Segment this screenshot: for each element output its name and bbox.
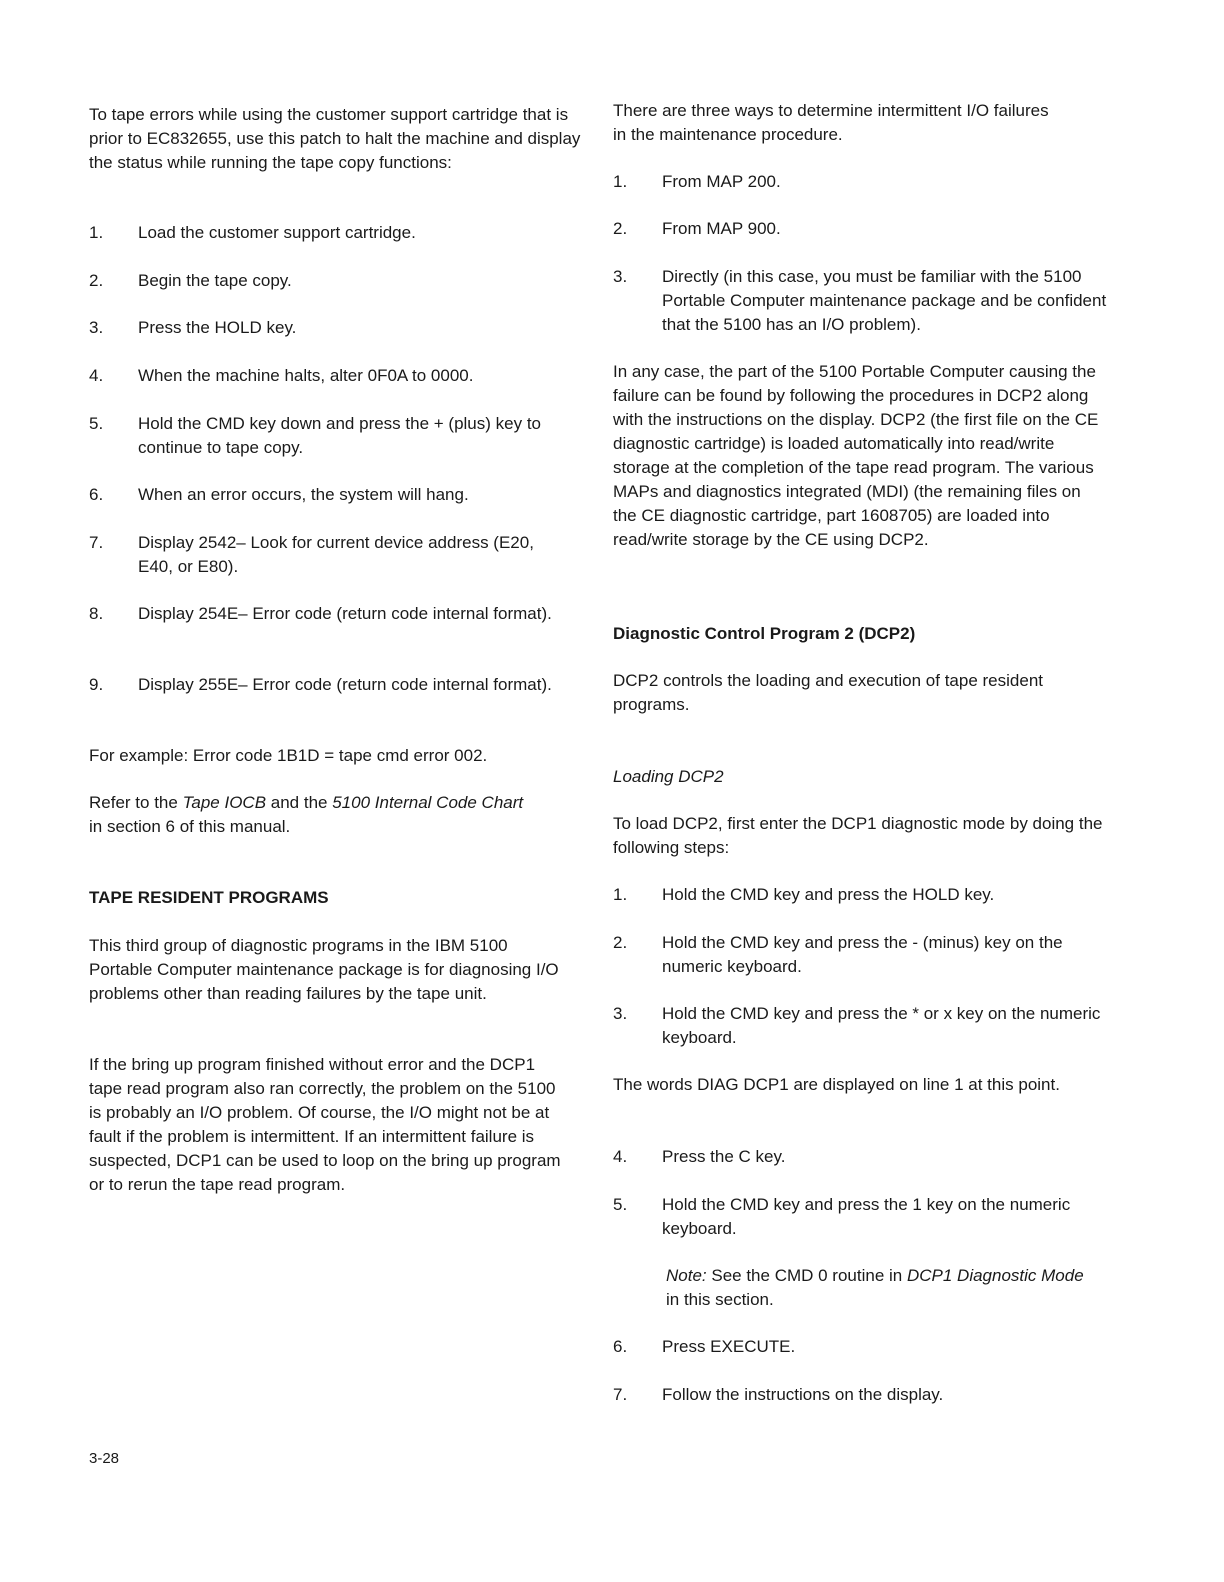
refer-tape-iocb: Tape IOCB (182, 793, 267, 812)
right-step-4 (613, 1145, 1113, 1169)
left-step-2 (89, 269, 589, 293)
left-step-3 (89, 316, 589, 340)
step-number: 1. (613, 885, 628, 904)
note-dcp1-diagnostic-mode: DCP1 Diagnostic Mode (906, 1266, 1084, 1285)
way-number: 3. (613, 267, 628, 286)
step-text: Load the customer support cartridge. (138, 223, 416, 242)
step-number: 6. (89, 485, 104, 504)
step-text: Hold the CMD key and press the 1 key on the numeric keyboard. (662, 1195, 1071, 1238)
refer-internal-code-chart: 5100 Internal Code Chart (332, 793, 524, 812)
step-number: 7. (613, 1385, 628, 1404)
left-para-1: This third group of diagnostic programs in the IBM 5100 Portable Computer maintenance package is for diagnosing I/O problems other than reading failures by the tape unit. (89, 936, 559, 1003)
left-example: For example: Error code 1B1D = tape cmd error 002. (89, 746, 488, 765)
refer-text-1: Refer to the (89, 793, 183, 812)
right-para-4: The words DIAG DCP1 are displayed on line 1 at this point. (613, 1075, 1060, 1094)
step-number: 1. (89, 223, 104, 242)
right-para-2: DCP2 controls the loading and execution of tape resident programs. (613, 671, 1043, 714)
left-section-heading: TAPE RESIDENT PROGRAMS (89, 888, 329, 907)
step-number: 8. (89, 604, 104, 623)
right-step-5 (613, 1193, 1073, 1241)
note-text-2: in this section. (666, 1290, 774, 1309)
step-text: Hold the CMD key and press the * or x key on the numeric keyboard. (662, 1004, 1101, 1047)
step-number: 2. (613, 933, 628, 952)
left-step-1 (89, 221, 589, 245)
left-step-7 (89, 531, 559, 579)
right-step-7 (613, 1383, 1113, 1407)
page-number: 3-28 (89, 1450, 120, 1467)
right-note (666, 1264, 1096, 1312)
left-step-5 (89, 412, 559, 460)
right-step-6 (613, 1335, 1113, 1359)
way-text: Directly (in this case, you must be familiar with the 5100 Portable Computer maintenance package and be confident that the 5100 has an I/O problem). (662, 267, 1107, 334)
refer-text-2: and the (266, 793, 333, 812)
step-text: Begin the tape copy. (138, 271, 292, 290)
step-number: 3. (89, 318, 104, 337)
left-refer-paragraph (89, 791, 539, 839)
right-step-3 (613, 1002, 1113, 1050)
step-number: 5. (89, 414, 104, 433)
left-intro-paragraph: To tape errors while using the customer support cartridge that is prior to EC832655, use this patch to halt the machine and display the status while running the tape copy functions: (89, 105, 581, 172)
right-way-2 (613, 217, 1113, 241)
step-text: Hold the CMD key down and press the + (plus) key to continue to tape copy. (138, 414, 541, 457)
left-step-8 (89, 602, 559, 626)
step-text: Hold the CMD key and press the - (minus) key on the numeric keyboard. (662, 933, 1063, 976)
step-text: When the machine halts, alter 0F0A to 0000. (138, 366, 474, 385)
step-text: Display 254E– Error code (return code internal format). (138, 604, 552, 623)
way-text: From MAP 200. (662, 172, 781, 191)
step-number: 4. (613, 1147, 628, 1166)
step-text: Hold the CMD key and press the HOLD key. (662, 885, 995, 904)
left-para-2: If the bring up program finished without error and the DCP1 tape read program also ran correctly, the problem on the 5100 is probably an I/O problem. Of course, the I/O might not be at fault if the problem is intermittent. If an intermittent failure is suspected, DCP1 can be used to loop on the bring up program or to rerun the tape read program. (89, 1055, 561, 1194)
refer-text-3: in section 6 of this manual. (89, 817, 291, 836)
step-text: When an error occurs, the system will hang. (138, 485, 469, 504)
step-number: 3. (613, 1004, 628, 1023)
note-label: Note: (666, 1266, 707, 1285)
left-step-4 (89, 364, 589, 388)
right-subheading: Loading DCP2 (613, 767, 724, 786)
left-step-6 (89, 483, 589, 507)
step-text: Press the C key. (662, 1147, 786, 1166)
left-step-9 (89, 673, 559, 697)
step-text: Press EXECUTE. (662, 1337, 796, 1356)
right-way-3 (613, 265, 1113, 337)
way-number: 2. (613, 219, 628, 238)
step-number: 5. (613, 1195, 628, 1214)
step-number: 7. (89, 533, 104, 552)
step-text: Display 255E– Error code (return code internal format). (138, 675, 552, 694)
step-text: Display 2542– Look for current device address (E20, E40, or E80). (138, 533, 534, 576)
step-text: Press the HOLD key. (138, 318, 297, 337)
way-number: 1. (613, 172, 628, 191)
right-step-2 (613, 931, 1113, 979)
step-text: Follow the instructions on the display. (662, 1385, 944, 1404)
right-section-heading: Diagnostic Control Program 2 (DCP2) (613, 624, 916, 643)
step-number: 2. (89, 271, 104, 290)
note-text-1: See the CMD 0 routine in (706, 1266, 907, 1285)
step-number: 6. (613, 1337, 628, 1356)
step-number: 9. (89, 675, 104, 694)
right-para-3: To load DCP2, first enter the DCP1 diagnostic mode by doing the following steps: (613, 814, 1103, 857)
right-step-1 (613, 883, 1113, 907)
step-number: 4. (89, 366, 104, 385)
way-text: From MAP 900. (662, 219, 781, 238)
right-intro-paragraph: There are three ways to determine intermittent I/O failures in the maintenance procedure. (613, 101, 1049, 144)
right-way-1 (613, 170, 1113, 194)
right-para-1: In any case, the part of the 5100 Portable Computer causing the failure can be found by following the procedures in DCP2 along with the instructions on the display. DCP2 (the first file on the CE diagnostic cartridge) is loaded automatically into read/write storage at the completion of the tape read program. The various MAPs and diagnostics integrated (MDI) (the remaining files on the CE diagnostic cartridge, part 1608705) are loaded into read/write storage by the CE using DCP2. (613, 362, 1099, 549)
